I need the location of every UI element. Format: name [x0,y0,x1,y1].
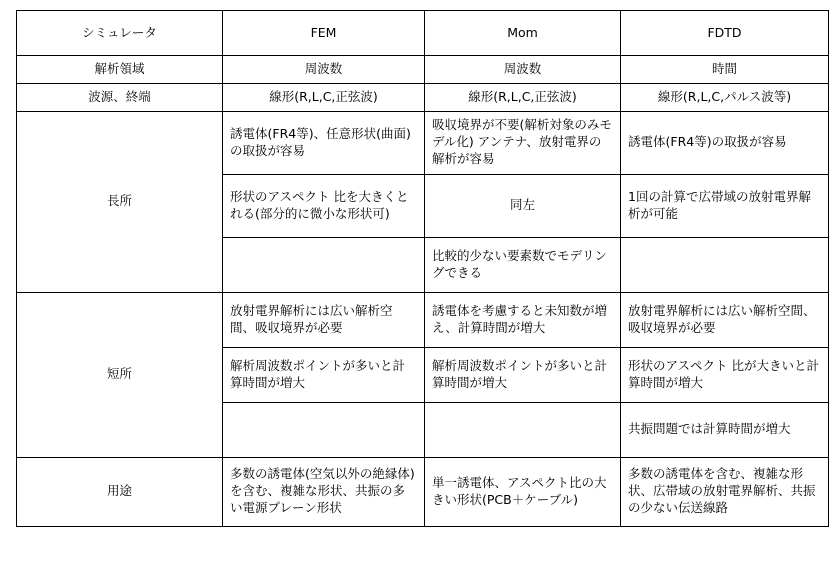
cell-usage-fdtd: 多数の誘電体を含む、複雑な形状、広帯域の放射電界解析、共振の少ない伝送線路 [621,457,829,526]
cell-demerit-fem-1: 放射電界解析には広い解析空間、吸収境界が必要 [223,292,425,347]
header-cell-mom: Mom [425,11,621,56]
header-cell-simulator: シミュレータ [17,11,223,56]
cell-merit-fdtd-2: 1回の計算で広帯域の放射電界解析が可能 [621,174,829,237]
cell-merit-mom-1: 吸収境界が不要(解析対象のみモデル化) アンテナ、放射電界の解析が容易 [425,111,621,174]
table-row [17,83,829,111]
cell-demerit-fdtd-3: 共振問題では計算時間が増大 [621,402,829,457]
cell-demerit-fem-2: 解析周波数ポイントが多いと計算時間が増大 [223,347,425,402]
cell-demerit-fdtd-2: 形状のアスペクト 比が大きいと計算時間が増大 [621,347,829,402]
row-label-merits: 長所 [17,111,223,292]
simulator-comparison-table [16,10,829,527]
cell-merit-mom-3: 比較的少ない要素数でモデリングできる [425,237,621,292]
row-label-usage: 用途 [17,457,223,526]
cell-usage-mom: 単一誘電体、アスペクト比の大きい形状(PCB＋ケーブル) [425,457,621,526]
cell-merit-fdtd-3 [621,237,829,292]
row-label-demerits: 短所 [17,292,223,457]
cell-merit-mom-2: 同左 [425,174,621,237]
cell-demerit-mom-3 [425,402,621,457]
cell-demerit-fem-3 [223,402,425,457]
cell-source-termination-fem: 線形(R,L,C,正弦波) [223,83,425,111]
cell-analysis-domain-fem: 周波数 [223,56,425,84]
cell-usage-fem: 多数の誘電体(空気以外の絶縁体)を含む、複雑な形状、共振の多い電源プレーン形状 [223,457,425,526]
table-row [17,292,829,347]
cell-demerit-mom-2: 解析周波数ポイントが多いと計算時間が増大 [425,347,621,402]
row-label-analysis-domain: 解析領域 [17,56,223,84]
cell-source-termination-fdtd: 線形(R,L,C,パルス波等) [621,83,829,111]
cell-analysis-domain-mom: 周波数 [425,56,621,84]
header-cell-fem: FEM [223,11,425,56]
table-row [17,111,829,174]
table-header-row [17,11,829,56]
cell-merit-fem-2: 形状のアスペクト 比を大きくとれる(部分的に微小な形状可) [223,174,425,237]
cell-merit-fem-3 [223,237,425,292]
header-cell-fdtd: FDTD [621,11,829,56]
row-label-source-termination: 波源、終端 [17,83,223,111]
cell-merit-fem-1: 誘電体(FR4等)、任意形状(曲面)の取扱が容易 [223,111,425,174]
table-row [17,56,829,84]
cell-analysis-domain-fdtd: 時間 [621,56,829,84]
table-row [17,457,829,526]
cell-source-termination-mom: 線形(R,L,C,正弦波) [425,83,621,111]
cell-demerit-fdtd-1: 放射電界解析には広い解析空間、吸収境界が必要 [621,292,829,347]
cell-demerit-mom-1: 誘電体を考慮すると未知数が増え、計算時間が増大 [425,292,621,347]
cell-merit-fdtd-1: 誘電体(FR4等)の取扱が容易 [621,111,829,174]
